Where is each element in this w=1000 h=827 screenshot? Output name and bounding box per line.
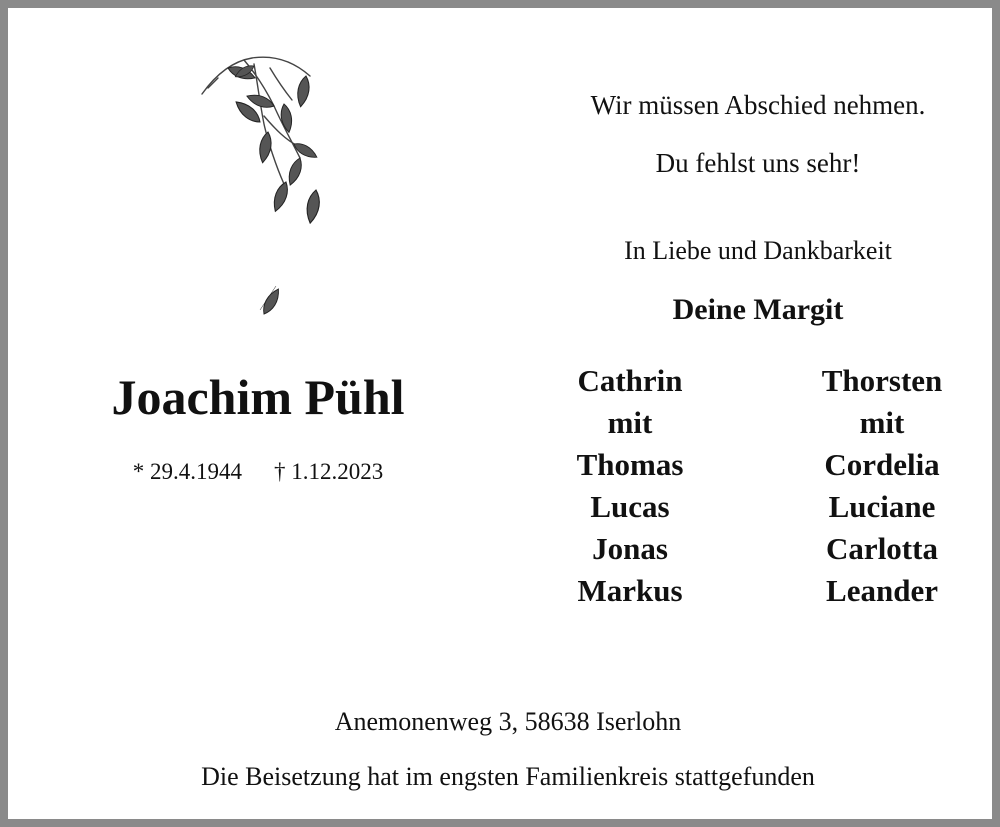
family-name: Cordelia (824, 447, 940, 482)
death-date: † 1.12.2023 (274, 459, 384, 484)
family-name: Luciane (828, 489, 936, 524)
family-name: Leander (826, 573, 938, 608)
family-name: Markus (577, 573, 683, 608)
address-line: Anemonenweg 3, 58638 Iserlohn (334, 707, 682, 736)
family-name: Carlotta (826, 531, 938, 566)
birth-date: * 29.4.1944 (132, 459, 242, 484)
deceased-name: Joachim Pühl (111, 369, 405, 425)
family-column-right (762, 360, 1000, 612)
gratitude-line: In Liebe und Dankbarkeit (624, 236, 892, 265)
family-column-left (510, 360, 750, 612)
family-name: Cathrin (577, 363, 683, 398)
family-name: Thomas (576, 447, 684, 482)
farewell-line: Wir müssen Abschied nehmen. (590, 90, 926, 120)
family-name: Lucas (590, 489, 670, 524)
burial-note: Die Beisetzung hat im engsten Familienkreis stattgefunden (201, 762, 815, 791)
birch-branch-icon (188, 46, 348, 326)
family-name: mit (859, 405, 905, 440)
family-name: Jonas (592, 531, 668, 566)
signature-name: Deine Margit (672, 293, 844, 326)
missing-line: Du fehlst uns sehr! (655, 148, 861, 178)
family-name: mit (607, 405, 653, 440)
life-dates (48, 457, 468, 487)
family-name: Thorsten (821, 363, 943, 398)
